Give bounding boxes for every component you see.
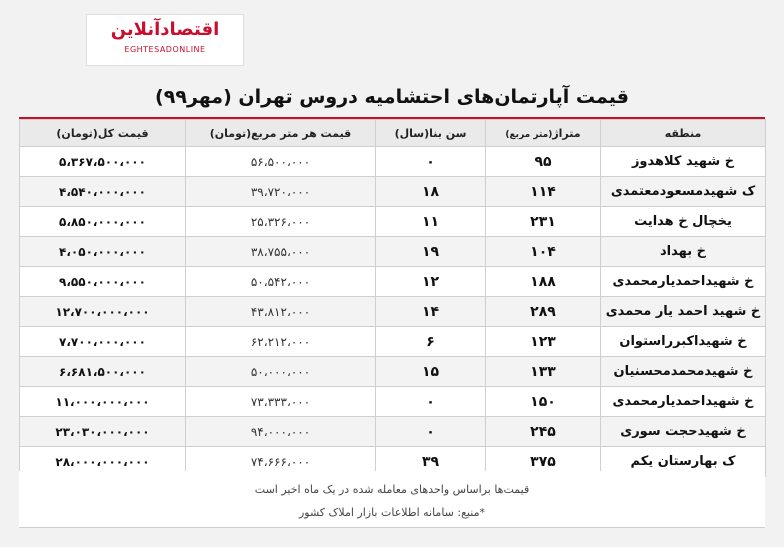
cell-price-per-meter: ۳۹،۷۲۰،۰۰۰ — [186, 177, 376, 207]
cell-age: ۳۹ — [376, 447, 486, 477]
cell-total-price: ۲۳،۰۳۰،۰۰۰،۰۰۰ — [20, 417, 186, 447]
cell-price-per-meter: ۶۲،۲۱۲،۰۰۰ — [186, 327, 376, 357]
cell-price-per-meter: ۴۳،۸۱۲،۰۰۰ — [186, 297, 376, 327]
table-row — [20, 297, 766, 327]
table-row — [20, 267, 766, 297]
price-table-container — [19, 117, 765, 477]
cell-price-per-meter: ۷۴،۶۶۶،۰۰۰ — [186, 447, 376, 477]
header-size-unit: (متر مربع) — [505, 129, 553, 140]
source-note: *منبع: سامانه اطلاعات بازار املاک کشور — [299, 506, 485, 519]
cell-size: ۱۱۴ — [486, 177, 601, 207]
cell-area: خ شهیداحمدیارمحمدی — [601, 267, 766, 297]
header-area: منطقه — [601, 120, 766, 147]
table-row — [20, 417, 766, 447]
cell-size: ۹۵ — [486, 147, 601, 177]
cell-age: ۰ — [376, 387, 486, 417]
cell-total-price: ۲۸،۰۰۰،۰۰۰،۰۰۰ — [20, 447, 186, 477]
cell-price-per-meter: ۷۳،۳۳۳،۰۰۰ — [186, 387, 376, 417]
cell-price-per-meter: ۵۶،۵۰۰،۰۰۰ — [186, 147, 376, 177]
cell-area: ک شهیدمسعودمعتمدی — [601, 177, 766, 207]
page-title: قیمت آپارتمان‌های احتشامیه دروس تهران (مهر۹۹) — [155, 86, 629, 108]
cell-age: ۱۴ — [376, 297, 486, 327]
cell-price-per-meter: ۲۵،۳۲۶،۰۰۰ — [186, 207, 376, 237]
logo-latin: EGHTESADONLINE — [124, 45, 206, 54]
cell-total-price: ۴،۵۴۰،۰۰۰،۰۰۰ — [20, 177, 186, 207]
cell-area: خ شهیدحجت سوری — [601, 417, 766, 447]
footer-notes — [19, 471, 765, 528]
table-row — [20, 357, 766, 387]
cell-age: ۱۲ — [376, 267, 486, 297]
logo-name: اقتصادآنلاین — [110, 19, 220, 40]
cell-age: ۱۸ — [376, 177, 486, 207]
table-row — [20, 147, 766, 177]
header-size — [486, 120, 601, 147]
price-basis-note: قیمت‌ها براساس واحدهای معامله شده در یک ماه اخیر است — [254, 483, 530, 496]
cell-size: ۱۳۳ — [486, 357, 601, 387]
cell-age: ۰ — [376, 147, 486, 177]
header-age: سن بنا(سال) — [376, 120, 486, 147]
table-row — [20, 207, 766, 237]
header-total-price: قیمت کل(تومان) — [20, 120, 186, 147]
cell-age: ۱۱ — [376, 207, 486, 237]
cell-total-price: ۱۲،۷۰۰،۰۰۰،۰۰۰ — [20, 297, 186, 327]
cell-size: ۱۵۰ — [486, 387, 601, 417]
cell-total-price: ۹،۵۵۰،۰۰۰،۰۰۰ — [20, 267, 186, 297]
table-row — [20, 387, 766, 417]
brand-logo — [86, 14, 244, 66]
cell-size: ۱۰۴ — [486, 237, 601, 267]
cell-area: خ شهید احمد یار محمدی — [601, 297, 766, 327]
cell-age: ۰ — [376, 417, 486, 447]
cell-age: ۱۹ — [376, 237, 486, 267]
cell-price-per-meter: ۵۰،۰۰۰،۰۰۰ — [186, 357, 376, 387]
cell-size: ۱۲۳ — [486, 327, 601, 357]
cell-age: ۶ — [376, 327, 486, 357]
cell-area: خ بهداد — [601, 237, 766, 267]
cell-size: ۲۳۱ — [486, 207, 601, 237]
cell-area: خ شهیدمحمدمحسنیان — [601, 357, 766, 387]
header-size-label: متراژ — [552, 126, 581, 140]
cell-total-price: ۵،۸۵۰،۰۰۰،۰۰۰ — [20, 207, 186, 237]
cell-area: خ شهیداکبرراستوان — [601, 327, 766, 357]
table-row — [20, 327, 766, 357]
cell-size: ۳۷۵ — [486, 447, 601, 477]
cell-size: ۲۴۵ — [486, 417, 601, 447]
cell-area: ک بهارستان یکم — [601, 447, 766, 477]
cell-area: خ شهیداحمدیارمحمدی — [601, 387, 766, 417]
table-row — [20, 237, 766, 267]
cell-size: ۲۸۹ — [486, 297, 601, 327]
table-body — [20, 147, 766, 477]
price-table — [19, 119, 766, 477]
cell-total-price: ۱۱،۰۰۰،۰۰۰،۰۰۰ — [20, 387, 186, 417]
cell-total-price: ۷،۷۰۰،۰۰۰،۰۰۰ — [20, 327, 186, 357]
cell-price-per-meter: ۵۰،۵۴۲،۰۰۰ — [186, 267, 376, 297]
header-price-per-meter: قیمت هر متر مربع(تومان) — [186, 120, 376, 147]
cell-age: ۱۵ — [376, 357, 486, 387]
cell-price-per-meter: ۹۴،۰۰۰،۰۰۰ — [186, 417, 376, 447]
cell-total-price: ۶،۶۸۱،۵۰۰،۰۰۰ — [20, 357, 186, 387]
cell-total-price: ۵،۳۶۷،۵۰۰،۰۰۰ — [20, 147, 186, 177]
cell-area: خ شهید کلاهدوز — [601, 147, 766, 177]
table-header-row — [20, 120, 766, 147]
table-row — [20, 177, 766, 207]
cell-total-price: ۴،۰۵۰،۰۰۰،۰۰۰ — [20, 237, 186, 267]
cell-price-per-meter: ۳۸،۷۵۵،۰۰۰ — [186, 237, 376, 267]
cell-size: ۱۸۸ — [486, 267, 601, 297]
cell-area: یخچال خ هدایت — [601, 207, 766, 237]
